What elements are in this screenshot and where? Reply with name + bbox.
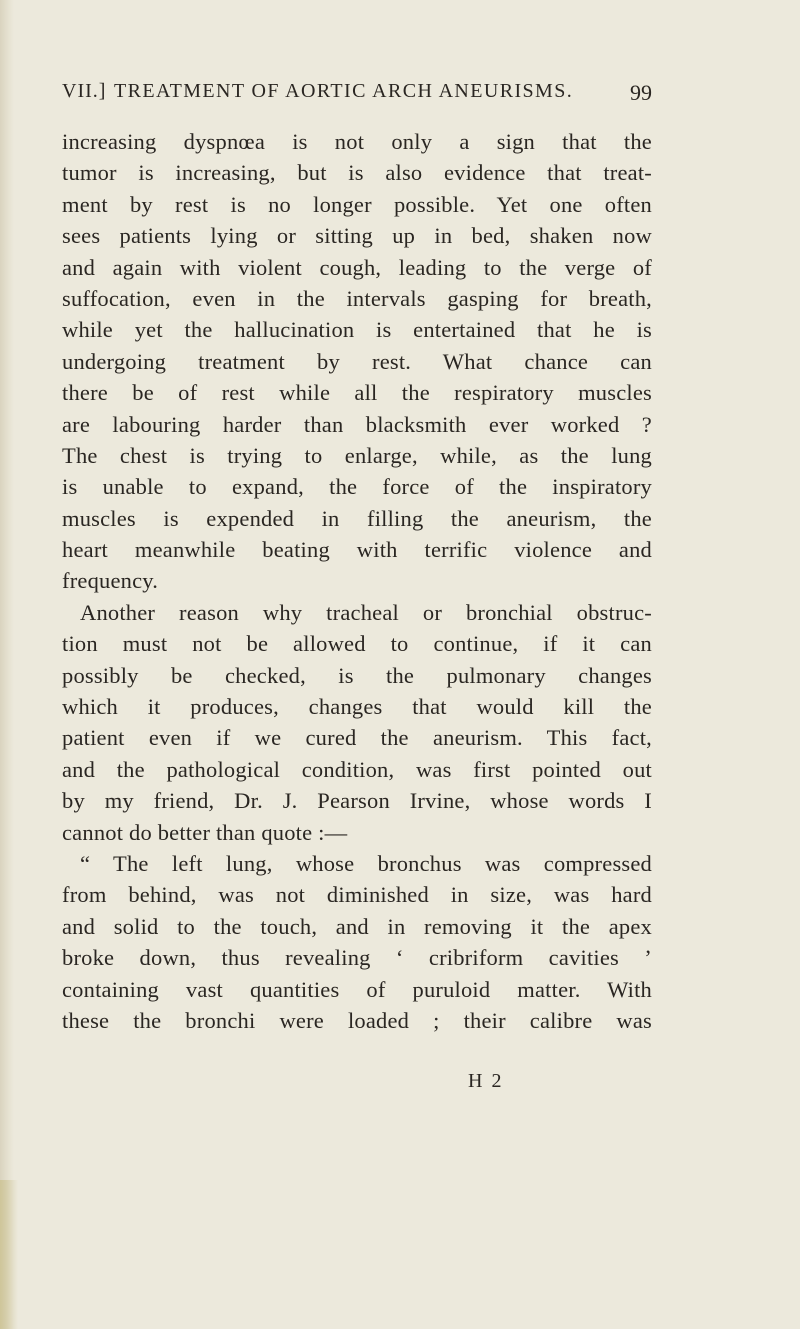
- text-line: is unable to expand, the force of the inspiratory: [62, 474, 652, 500]
- body-text: [62, 126, 652, 1036]
- text-line: increasing dyspnœa is not only a sign that the: [62, 129, 652, 154]
- text-line: muscles is expended in filling the aneurism, the: [62, 505, 652, 531]
- page-edge-shadow: [0, 0, 14, 1329]
- text-line: and solid to the touch, and in removing it the apex: [62, 913, 652, 939]
- text-line: there be of rest while all the respiratory muscles: [62, 380, 652, 406]
- text-line: patient even if we cured the aneurism. This fact,: [62, 725, 652, 751]
- quote-start-line: “ The left lung, whose bronchus was compressed: [80, 850, 652, 876]
- signature-mark: H 2: [468, 1070, 504, 1092]
- text-line: by my friend, Dr. J. Pearson Irvine, whose words I: [62, 788, 652, 814]
- page-edge-stain: [0, 1180, 18, 1329]
- text-line: and again with violent cough, leading to the verge of: [62, 254, 652, 280]
- text-line: and the pathological condition, was first pointed out: [62, 756, 652, 782]
- text-line: while yet the hallucination is entertained that he is: [62, 317, 652, 343]
- text-line: are labouring harder than blacksmith ever worked ?: [62, 411, 652, 437]
- paragraph-start-line: Another reason why tracheal or bronchial obstruc-: [80, 599, 652, 625]
- paragraph-end-line: cannot do better than quote :—: [62, 819, 348, 845]
- text-line: ment by rest is no longer possible. Yet one often: [62, 191, 652, 217]
- text-line: broke down, thus revealing ‘ cribriform cavities ’: [62, 945, 652, 971]
- running-title: TREATMENT OF AORTIC ARCH ANEURISMS.: [114, 80, 574, 102]
- text-line: tumor is increasing, but is also evidence that treat-: [62, 160, 652, 186]
- text-line: from behind, was not diminished in size, was hard: [62, 882, 652, 908]
- text-line: suffocation, even in the intervals gasping for breath,: [62, 285, 652, 311]
- text-line: these the bronchi were loaded ; their calibre was: [62, 1007, 652, 1033]
- text-line: which it produces, changes that would kill the: [62, 694, 652, 720]
- text-line: sees patients lying or sitting up in bed, shaken now: [62, 223, 652, 249]
- paragraph-end-line: frequency.: [62, 568, 159, 594]
- text-line: undergoing treatment by rest. What chance can: [62, 348, 652, 374]
- text-line: possibly be checked, is the pulmonary changes: [62, 662, 652, 688]
- page-number: 99: [630, 80, 652, 105]
- text-line: tion must not be allowed to continue, if it can: [62, 631, 652, 657]
- running-header: [62, 80, 652, 110]
- text-line: containing vast quantities of puruloid matter. With: [62, 976, 652, 1002]
- chapter-marker: VII.]: [62, 80, 107, 102]
- text-line: heart meanwhile beating with terrific violence and: [62, 537, 652, 563]
- text-line: The chest is trying to enlarge, while, as the lung: [62, 442, 652, 468]
